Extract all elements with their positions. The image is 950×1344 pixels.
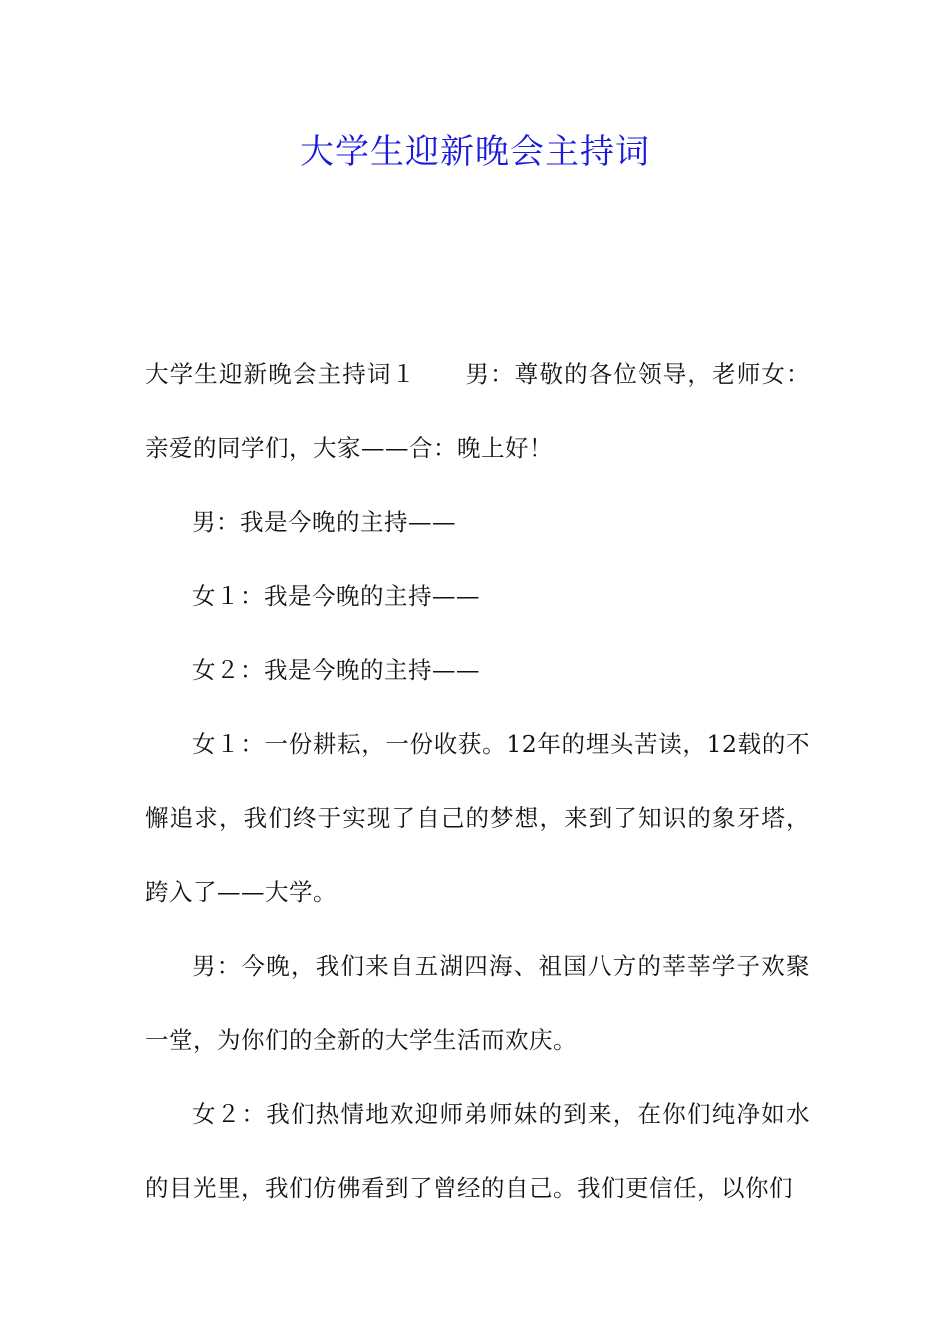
- paragraph-2: 男：我是今晚的主持——: [192, 508, 456, 536]
- paragraph-3: 女１：我是今晚的主持——: [192, 582, 480, 610]
- paragraph-4: 女２：我是今晚的主持——: [192, 656, 480, 684]
- paragraph-7: 女２：我们热情地欢迎师弟师妹的到来，在你们纯净如水的目光里，我们仿佛看到了曾经的自己。我们更信任，以你们: [145, 1100, 810, 1202]
- paragraph-1: 大学生迎新晚会主持词１ 男：尊敬的各位领导，老师女：亲爱的同学们，大家——合：晚上好！: [145, 360, 810, 462]
- paragraph-5: 女１：一份耕耘，一份收获。12年的埋头苦读，12载的不懈追求，我们终于实现了自己的梦想，来到了知识的象牙塔，跨入了——大学。: [145, 730, 810, 906]
- paragraph-6: 男：今晚，我们来自五湖四海、祖国八方的莘莘学子欢聚一堂，为你们的全新的大学生活而欢庆。: [145, 952, 810, 1054]
- document-body: [145, 337, 810, 1225]
- document-title: 大学生迎新晚会主持词: [300, 132, 650, 172]
